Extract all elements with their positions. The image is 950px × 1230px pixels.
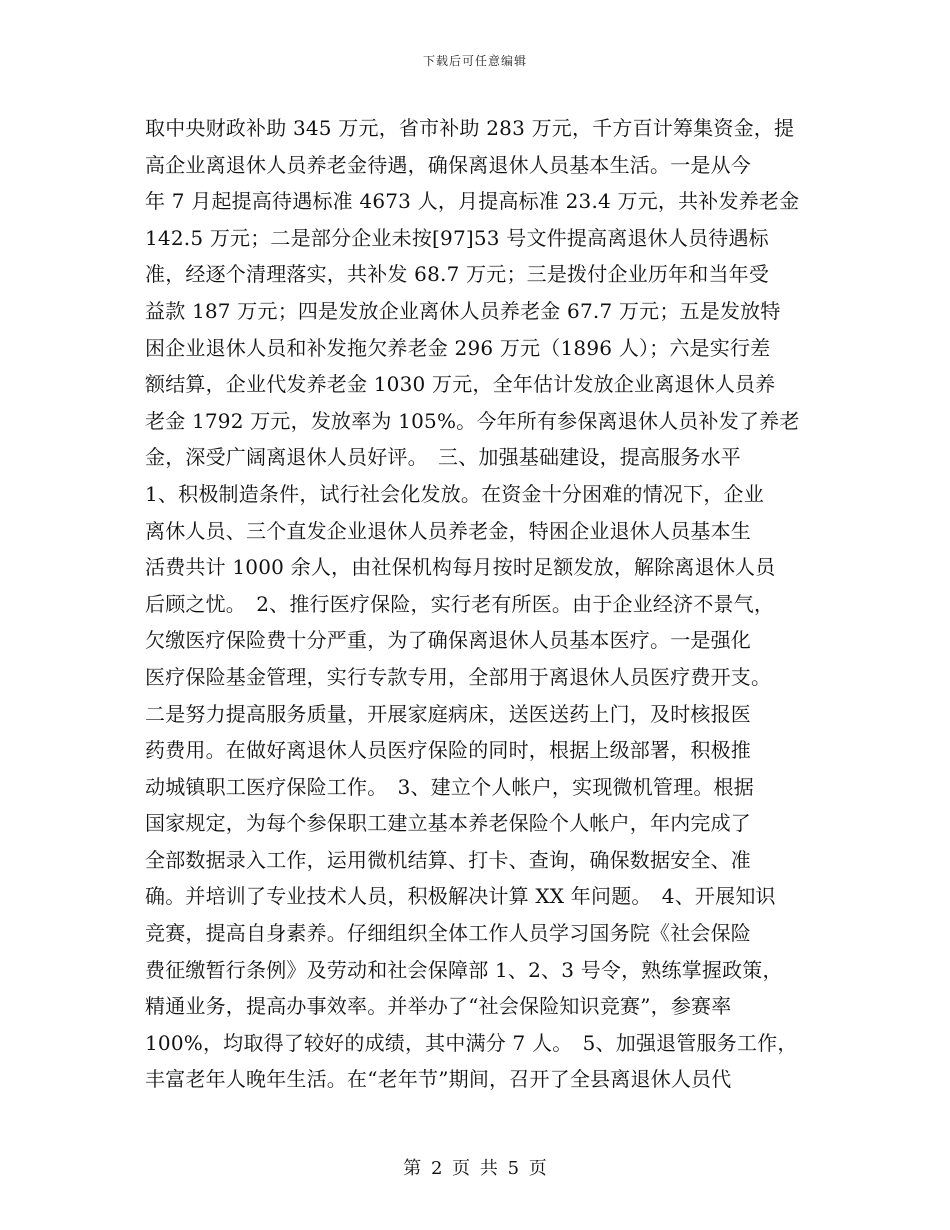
body-line: 老金 1792 万元，发放率为 105%。今年所有参保离退休人员补发了养老 bbox=[145, 408, 800, 433]
body-line: 年 7 月起提高待遇标准 4673 人，月提高标准 23.4 万元，共补发养老金 bbox=[145, 189, 800, 214]
body-line: 确。并培训了专业技术人员，积极解决计算 XX 年问题。 4、开展知识 bbox=[145, 884, 776, 909]
body-line: 益款 187 万元；四是发放企业离休人员养老金 67.7 万元；五是发放特 bbox=[145, 298, 781, 323]
body-line: 欠缴医疗保险费十分严重，为了确保离退休人员基本医疗。一是强化 bbox=[145, 628, 751, 653]
body-line: 医疗保险基金管理，实行专款专用，全部用于离退休人员医疗费开支。 bbox=[145, 664, 772, 689]
body-line: 准，经逐个清理落实，共补发 68.7 万元；三是拨付企业历年和当年受 bbox=[145, 262, 770, 287]
body-line: 取中央财政补助 345 万元，省市补助 283 万元，千方百计筹集资金，提 bbox=[145, 116, 795, 140]
body-line: 费征缴暂行条例》及劳动和社会保障部 1、2、3 号令，熟练掌握政策， bbox=[145, 957, 783, 982]
page-header-note: 下载后可任意编辑 bbox=[422, 54, 527, 68]
body-line: 动城镇职工医疗保险工作。 3、建立个人帐户，实现微机管理。根据 bbox=[145, 774, 754, 799]
body-line: 1、积极制造条件，试行社会化发放。在资金十分困难的情况下，企业 bbox=[145, 481, 764, 506]
body-line: 药费用。在做好离退休人员医疗保险的同时，根据上级部署，积极推 bbox=[145, 738, 751, 763]
body-line: 高企业离退休人员养老金待遇，确保离退休人员基本生活。一是从今 bbox=[145, 152, 751, 177]
body-line: 国家规定，为每个参保职工建立基本养老保险个人帐户，年内完成了 bbox=[145, 811, 751, 836]
body-line: 竞赛，提高自身素养。仔细组织全体工作人员学习国务院《社会保险 bbox=[145, 921, 751, 946]
body-line: 活费共计 1000 余人，由社保机构每月按时足额发放，解除离退休人员 bbox=[145, 555, 776, 580]
body-line: 全部数据录入工作，运用微机结算、打卡、查询，确保数据安全、准 bbox=[145, 847, 751, 872]
body-line: 后顾之忧。 2、推行医疗保险，实行老有所医。由于企业经济不景气， bbox=[145, 591, 775, 616]
page-number-footer: 第 2 页 共 5 页 bbox=[403, 1158, 547, 1179]
body-line: 金，深受广阔离退休人员好评。 三、加强基础建设，提高服务水平 bbox=[145, 445, 741, 470]
body-line: 离休人员、三个直发企业退休人员养老金，特困企业退休人员基本生 bbox=[145, 518, 751, 543]
body-line: 困企业退休人员和补发拖欠养老金 296 万元（1896 人）；六是实行差 bbox=[145, 335, 771, 360]
body-line: 精通业务，提高办事效率。并举办了“社会保险知识竞赛”，参赛率 bbox=[145, 994, 732, 1019]
document-body bbox=[145, 110, 813, 1098]
body-line: 额结算，企业代发养老金 1030 万元，全年估计发放企业离退休人员养 bbox=[145, 372, 776, 397]
body-line: 100%，均取得了较好的成绩，其中满分 7 人。 5、加强退管服务工作， bbox=[145, 1030, 798, 1055]
body-line: 142.5 万元；二是部分企业未按[97]53 号文件提高离退休人员待遇标 bbox=[145, 225, 769, 250]
body-line: 二是努力提高服务质量，开展家庭病床，送医送药上门，及时核报医 bbox=[145, 701, 751, 726]
body-line: 丰富老年人晚年生活。在“老年节”期间，召开了全县离退休人员代 bbox=[145, 1067, 732, 1092]
